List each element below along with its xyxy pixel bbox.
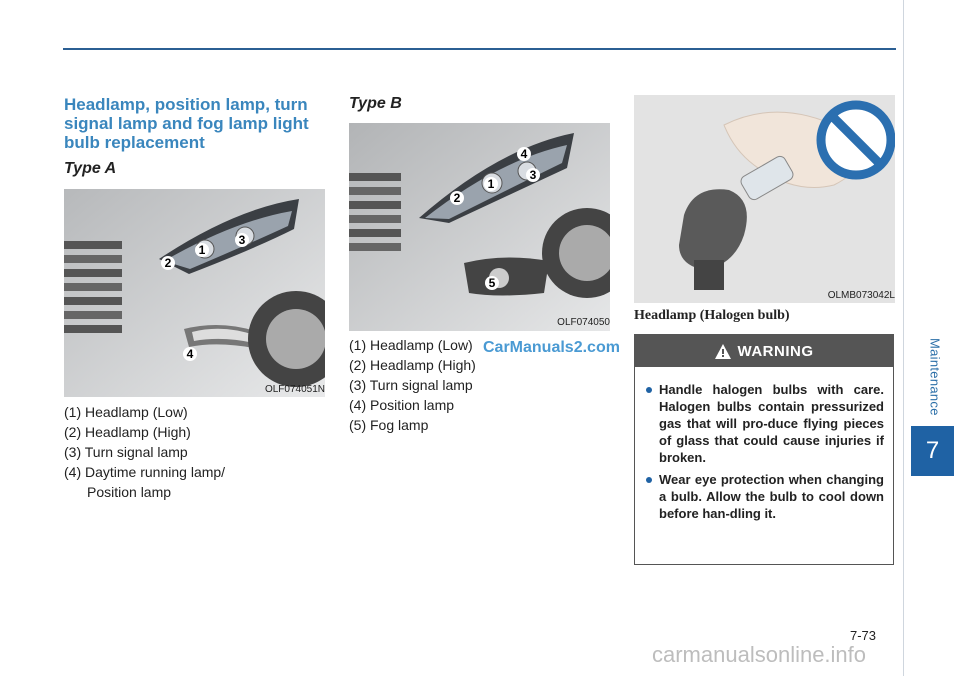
watermark-middle: CarManuals2.com [483, 339, 620, 356]
warning-bullets [645, 381, 884, 522]
warning-icon [715, 344, 731, 359]
halogen-bulb-photo [634, 95, 895, 303]
type-b-image-code: OLF074050 [557, 317, 610, 328]
svg-text:1: 1 [198, 243, 206, 257]
svg-text:4: 4 [520, 147, 528, 161]
warning-bullet: Wear eye protection when changing a bulb. Allow the bulb to cool down before han-dling it. [645, 471, 884, 522]
warning-bullet: Handle halogen bulbs with care. Halogen bulbs contain pressurized gas that will pro-duce flying pieces of glass that could cause injuries if broken. [645, 381, 884, 466]
svg-text:1: 1 [487, 177, 495, 191]
callout-3 [235, 233, 249, 247]
warning-title: WARNING [737, 342, 814, 360]
list-item: (2) Headlamp (High) [349, 357, 476, 373]
svg-text:3: 3 [238, 233, 246, 247]
callout-1 [195, 243, 209, 257]
list-item: (4) Daytime running lamp/ [64, 464, 226, 480]
svg-text:4: 4 [186, 347, 194, 361]
callout-2 [450, 191, 464, 205]
svg-text:3: 3 [529, 168, 537, 182]
svg-text:2: 2 [453, 191, 461, 205]
warning-box [634, 334, 894, 565]
list-item: (1) Headlamp (Low) [64, 404, 188, 420]
prohibition-icon [821, 105, 891, 175]
callout-5 [485, 276, 499, 290]
list-item: (2) Headlamp (High) [64, 424, 191, 440]
page-number: 7-73 [850, 628, 877, 643]
type-a-label: Type A [64, 160, 117, 177]
list-item: (3) Turn signal lamp [349, 377, 473, 393]
list-item-continued: Position lamp [87, 484, 172, 500]
type-a-image-code: OLF074051N [264, 384, 325, 395]
type-a-photo [64, 189, 325, 397]
chapter-label: Maintenance [927, 338, 943, 416]
list-item: (5) Fog lamp [349, 417, 429, 433]
type-b-photo [349, 123, 610, 331]
svg-text:5: 5 [488, 276, 496, 290]
warning-header [635, 335, 893, 367]
type-a-list [64, 402, 314, 502]
list-item: (1) Headlamp (Low) [349, 337, 473, 353]
section-heading: Headlamp, position lamp, turn signal lamp and fog lamp light bulb replacement [64, 95, 309, 152]
callout-3 [526, 168, 540, 182]
wheel-rim [266, 309, 325, 369]
watermark-footer: carmanualsonline.info [652, 642, 867, 667]
callout-4 [183, 347, 197, 361]
bulb-connector [694, 260, 724, 290]
chapter-number: 7 [911, 426, 954, 476]
type-b-label: Type B [349, 95, 402, 112]
side-rule [903, 0, 904, 676]
halogen-title: Headlamp (Halogen bulb) [634, 308, 790, 323]
top-rule [63, 48, 896, 50]
svg-text:2: 2 [164, 256, 172, 270]
list-item: (4) Position lamp [349, 397, 455, 413]
callout-4 [517, 147, 531, 161]
halogen-image-code: OLMB073042L [827, 290, 895, 301]
list-item: (3) Turn signal lamp [64, 444, 188, 460]
callout-1 [484, 177, 498, 191]
callout-2 [161, 256, 175, 270]
